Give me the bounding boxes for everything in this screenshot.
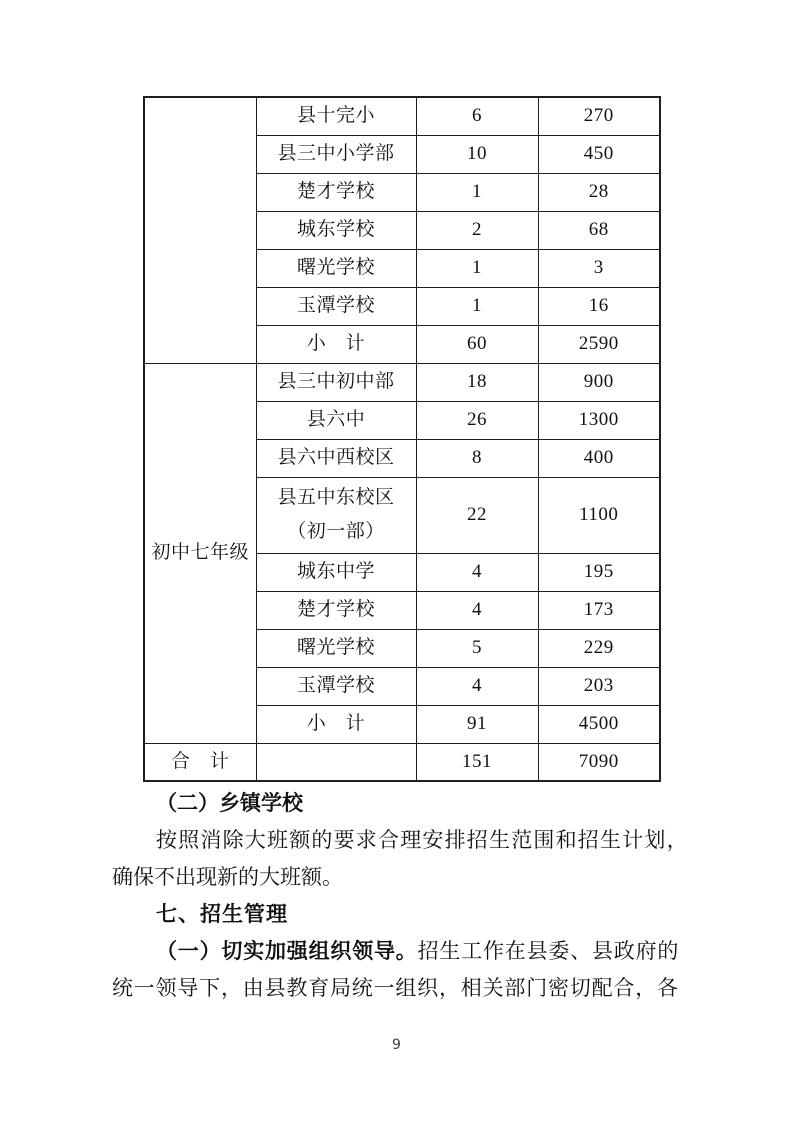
paragraph-line: 按照消除大班额的要求合理安排招生范围和招生计划， — [156, 828, 689, 852]
table-cell-classes: 10 — [416, 135, 538, 173]
table-cell-group: 初中七年级 — [144, 363, 256, 743]
table-cell-classes: 18 — [416, 363, 538, 401]
table-cell-classes: 2 — [416, 211, 538, 249]
table-cell-school: 城东中学 — [256, 553, 416, 591]
section-heading: （二）乡镇学校 — [156, 791, 303, 815]
table-cell-total-label: 合 计 — [144, 743, 256, 781]
table-cell-school: 县六中 — [256, 401, 416, 439]
table-cell-school: 玉潭学校 — [256, 287, 416, 325]
table-cell-students: 3 — [538, 249, 660, 287]
table-cell-classes: 26 — [416, 401, 538, 439]
table-cell-students: 68 — [538, 211, 660, 249]
table-cell-classes: 1 — [416, 287, 538, 325]
table-cell-group — [144, 97, 256, 363]
paragraph-line: 统一领导下，由县教育局统一组织，相关部门密切配合，各 — [112, 976, 679, 1000]
table-cell-classes: 4 — [416, 591, 538, 629]
table-cell-school: 县六中西校区 — [256, 439, 416, 477]
paragraph-line — [112, 933, 682, 970]
table-cell-students: 229 — [538, 629, 660, 667]
table-cell-school: 县三中小学部 — [256, 135, 416, 173]
table-cell-school: 楚才学校 — [256, 173, 416, 211]
table-cell-classes: 1 — [416, 249, 538, 287]
table-row-total — [144, 743, 660, 781]
table-cell-students: 1100 — [538, 477, 660, 553]
table-cell-students: 400 — [538, 439, 660, 477]
table-cell-school: 楚才学校 — [256, 591, 416, 629]
table-cell-students: 2590 — [538, 325, 660, 363]
table-cell-school: 小 计 — [256, 325, 416, 363]
paragraph-text: 招生工作在县委、县政府的 — [417, 939, 680, 963]
table-cell-students: 16 — [538, 287, 660, 325]
table-row — [144, 97, 660, 135]
table-cell-school: 小 计 — [256, 705, 416, 743]
table-cell-school: 玉潭学校 — [256, 667, 416, 705]
table-cell-classes: 1 — [416, 173, 538, 211]
table-cell-school: 曙光学校 — [256, 249, 416, 287]
table-cell-classes: 60 — [416, 325, 538, 363]
table-cell-students: 173 — [538, 591, 660, 629]
table-cell-students: 28 — [538, 173, 660, 211]
page-number: 9 — [392, 1037, 401, 1053]
table-cell-school: 县三中初中部 — [256, 363, 416, 401]
chapter-heading: 七、招生管理 — [156, 903, 288, 926]
table-cell-school — [256, 743, 416, 781]
table-cell-students: 195 — [538, 553, 660, 591]
table-cell-students: 450 — [538, 135, 660, 173]
table-cell-classes: 5 — [416, 629, 538, 667]
paragraph-line: 确保不出现新的大班额。 — [112, 865, 343, 889]
table-cell-students: 203 — [538, 667, 660, 705]
table-cell-school: 县五中东校区（初一部） — [256, 477, 416, 553]
table-cell-classes: 4 — [416, 553, 538, 591]
table-cell-students: 7090 — [538, 743, 660, 781]
enrollment-table-container — [143, 96, 661, 782]
enrollment-table — [143, 96, 661, 782]
table-cell-students: 270 — [538, 97, 660, 135]
table-cell-students: 4500 — [538, 705, 660, 743]
body-text — [112, 785, 689, 1007]
table-cell-classes: 6 — [416, 97, 538, 135]
table-cell-students: 900 — [538, 363, 660, 401]
table-cell-school: 曙光学校 — [256, 629, 416, 667]
table-cell-classes: 4 — [416, 667, 538, 705]
table-row — [144, 363, 660, 401]
table-cell-classes: 91 — [416, 705, 538, 743]
table-cell-school: 城东学校 — [256, 211, 416, 249]
table-cell-students: 1300 — [538, 401, 660, 439]
paragraph-lead-bold: （一）切实加强组织领导。 — [156, 939, 418, 963]
table-cell-school: 县十完小 — [256, 97, 416, 135]
table-cell-classes: 151 — [416, 743, 538, 781]
table-cell-classes: 22 — [416, 477, 538, 553]
table-cell-classes: 8 — [416, 439, 538, 477]
